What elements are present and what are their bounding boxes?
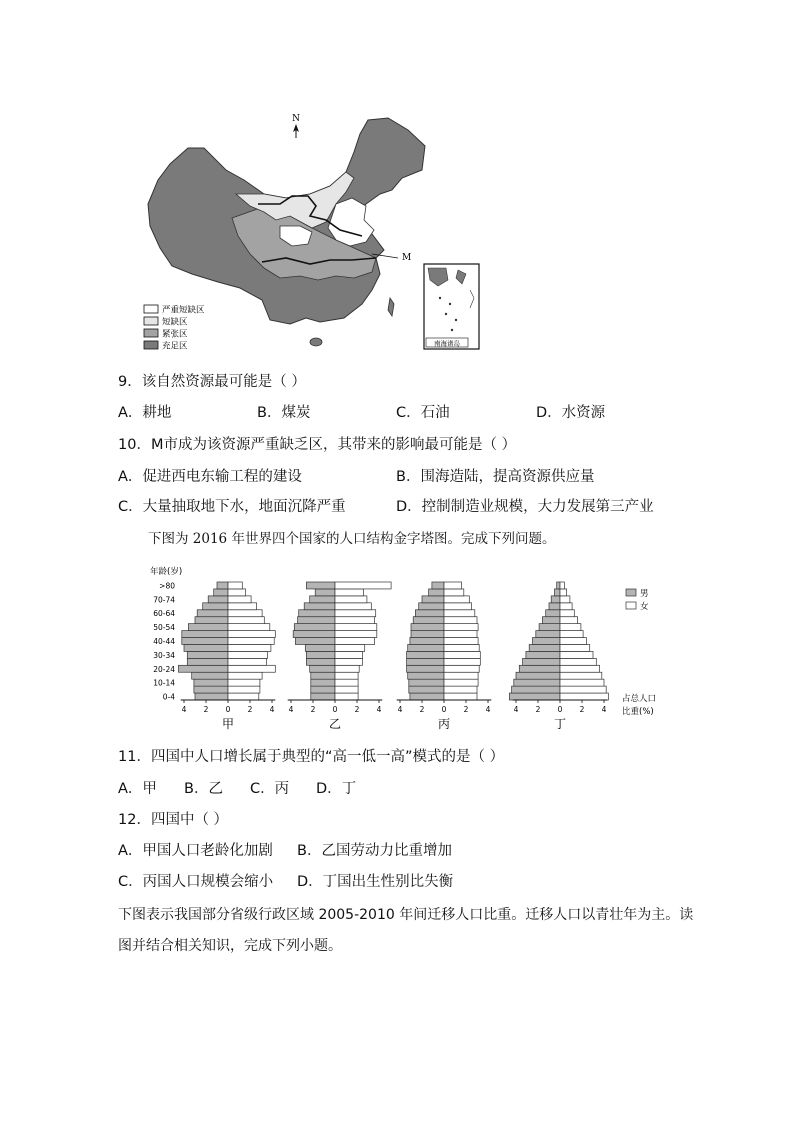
panel-name: 丁 — [553, 717, 567, 731]
bar-male — [407, 665, 444, 672]
legend-label-2: 紧张区 — [162, 329, 188, 340]
bar-female — [335, 651, 363, 658]
north-arrow-icon — [292, 114, 300, 138]
bar-female — [335, 686, 358, 693]
x-tick-label: 4 — [601, 705, 607, 714]
bar-male — [410, 693, 444, 700]
bar-male — [523, 658, 560, 665]
y-tick-label: 60-64 — [153, 609, 175, 619]
bar-male — [555, 589, 561, 596]
q12-stem: 12．四国中（ ） — [118, 812, 229, 828]
bar-male — [214, 589, 228, 596]
bar-male — [299, 610, 335, 617]
bar-male — [217, 582, 228, 589]
y-tick-label: 0-4 — [162, 692, 175, 702]
legend-swatch-3 — [144, 341, 158, 349]
legend-label-0: 严重短缺区 — [162, 305, 205, 316]
legend-label-1: 短缺区 — [162, 317, 188, 328]
y-tick-label: >80 — [159, 581, 175, 591]
y-tick-label: 20-24 — [153, 664, 175, 674]
bar-male — [298, 617, 335, 624]
bar-male — [429, 589, 444, 596]
x-tick-label: 2 — [247, 705, 253, 714]
china-map-figure — [140, 108, 485, 353]
bar-male — [194, 679, 228, 686]
x-tick-label: 2 — [310, 705, 316, 714]
bar-male — [188, 624, 228, 631]
bar-female — [335, 596, 367, 603]
bar-female — [444, 610, 475, 617]
north-label: N — [292, 114, 300, 124]
bar-female — [335, 624, 377, 631]
bar-male — [203, 603, 228, 610]
bar-male — [526, 651, 560, 658]
pyramid-intro: 下图为 2016 年世界四个国家的人口结构金字塔图。完成下列问题。 — [148, 531, 556, 547]
y-axis-title: 年龄(岁) — [150, 567, 183, 577]
bar-female — [228, 617, 264, 624]
bar-male — [182, 631, 228, 638]
x-tick-label: 4 — [376, 705, 382, 714]
bar-male — [195, 693, 228, 700]
x-tick-label: 2 — [535, 705, 541, 714]
bar-female — [560, 582, 564, 589]
bar-male — [311, 672, 335, 679]
bar-male — [306, 658, 335, 665]
q10-option-b[interactable]: B．围海造陆，提高资源供应量 — [396, 469, 595, 485]
bar-male — [419, 603, 444, 610]
bar-female — [228, 672, 262, 679]
bar-female — [444, 631, 477, 638]
bar-female — [560, 693, 608, 700]
q11-stem: 11．四国中人口增长属于典型的“高一低一高”模式的是（ ） — [118, 749, 505, 765]
bar-female — [228, 596, 251, 603]
bar-male — [411, 624, 444, 631]
bar-female — [335, 665, 359, 672]
bar-male — [310, 665, 335, 672]
bar-male — [304, 603, 335, 610]
x-tick-label: 2 — [579, 705, 585, 714]
pyramid-panel-2 — [397, 582, 492, 731]
bar-male — [551, 596, 560, 603]
bar-female — [560, 624, 581, 631]
bar-female — [228, 603, 257, 610]
q12-option-a[interactable]: A．甲国人口老龄化加剧 — [118, 843, 273, 859]
bar-female — [444, 589, 464, 596]
q10-option-a[interactable]: A．促进西电东输工程的建设 — [118, 469, 302, 485]
panel-name: 乙 — [328, 717, 342, 731]
population-pyramid-chart — [150, 562, 680, 734]
bar-male — [533, 638, 561, 645]
bar-female — [228, 610, 262, 617]
bar-male — [409, 686, 444, 693]
bar-female — [228, 589, 246, 596]
bar-male — [546, 610, 560, 617]
q10-option-c[interactable]: C．大量抽取地下水，地面沉降严重 — [118, 499, 346, 515]
bar-male — [512, 686, 560, 693]
bar-female — [228, 582, 242, 589]
q9-option-b[interactable]: B．煤炭 — [257, 405, 311, 421]
bar-female — [444, 603, 472, 610]
q10-option-d[interactable]: D．控制制造业规模，大力发展第三产业 — [396, 499, 654, 515]
bar-female — [444, 638, 478, 645]
x-tick-label: 4 — [181, 705, 187, 714]
x-tick-label: 2 — [354, 705, 360, 714]
legend-swatch-male — [626, 589, 636, 596]
x-axis-title-line2: 比重(%) — [622, 707, 654, 717]
bar-female — [228, 679, 260, 686]
bar-male — [519, 665, 560, 672]
bar-male — [195, 617, 228, 624]
bar-male — [182, 638, 228, 645]
bar-male — [187, 651, 228, 658]
x-tick-label: 0 — [557, 705, 563, 714]
bar-female — [444, 644, 479, 651]
bar-male — [516, 672, 560, 679]
pyramid-legend — [626, 589, 649, 612]
bar-female — [444, 624, 478, 631]
pyramid-panel-1 — [288, 582, 391, 731]
m-city-label: M — [402, 253, 412, 263]
bar-female — [444, 665, 479, 672]
south-china-sea-inset — [424, 264, 479, 349]
q11-option-d[interactable]: D．丁 — [316, 781, 357, 797]
bar-male — [311, 679, 335, 686]
x-tick-label: 2 — [463, 705, 469, 714]
bar-male — [311, 693, 335, 700]
panel-name: 丙 — [437, 717, 451, 731]
bar-female — [560, 610, 574, 617]
x-tick-label: 4 — [288, 705, 294, 714]
bar-female — [560, 644, 590, 651]
x-tick-label: 0 — [225, 705, 231, 714]
legend-swatch-1 — [144, 317, 158, 325]
bar-male — [184, 644, 228, 651]
bar-female — [560, 686, 606, 693]
q12-option-b[interactable]: B．乙国劳动力比重增加 — [297, 843, 452, 859]
bar-female — [444, 686, 477, 693]
x-tick-label: 0 — [332, 705, 338, 714]
bar-male — [408, 644, 444, 651]
legend-swatch-female — [626, 602, 636, 609]
q12-option-c[interactable]: C．丙国人口规模会缩小 — [118, 874, 274, 890]
bar-female — [560, 617, 578, 624]
bar-female — [228, 624, 270, 631]
hainan-island — [310, 338, 322, 346]
bar-male — [187, 658, 228, 665]
bar-female — [560, 658, 596, 665]
bar-female — [228, 638, 274, 645]
bar-female — [335, 658, 363, 665]
bar-male — [305, 644, 335, 651]
bar-male — [557, 582, 560, 589]
migration-intro-line2: 图并结合相关知识，完成下列小题。 — [118, 938, 342, 954]
bar-male — [179, 665, 229, 672]
q11-option-b[interactable]: B．乙 — [184, 781, 223, 797]
bar-female — [335, 610, 376, 617]
bar-female — [228, 686, 260, 693]
legend-swatch-2 — [144, 329, 158, 337]
q9-option-d[interactable]: D．水资源 — [536, 405, 606, 421]
bar-female — [228, 651, 268, 658]
x-axis-title-line1: 占总人口 — [622, 694, 657, 704]
pyramid-panel-0 — [179, 582, 276, 731]
bar-male — [194, 686, 228, 693]
bar-female — [228, 644, 271, 651]
legend-label-female: 女 — [640, 602, 649, 612]
bar-male — [529, 644, 560, 651]
bar-female — [560, 603, 572, 610]
bar-female — [444, 672, 478, 679]
bar-female — [335, 589, 364, 596]
water-resource-map — [140, 108, 485, 353]
x-tick-label: 4 — [397, 705, 403, 714]
taiwan-island — [388, 298, 394, 316]
bar-male — [407, 658, 444, 665]
bar-male — [432, 582, 444, 589]
bar-male — [411, 631, 444, 638]
bar-female — [560, 651, 593, 658]
y-tick-label: 50-54 — [153, 623, 175, 633]
bar-female — [335, 638, 375, 645]
q9-option-c[interactable]: C．石油 — [396, 405, 450, 421]
bar-female — [228, 631, 275, 638]
bar-female — [560, 638, 586, 645]
legend-label-3: 充足区 — [162, 341, 188, 352]
bar-male — [311, 686, 335, 693]
population-pyramid-svg — [150, 562, 680, 734]
bar-female — [444, 582, 462, 589]
bar-female — [444, 693, 477, 700]
bar-male — [208, 596, 228, 603]
bar-female — [560, 679, 604, 686]
bar-male — [293, 631, 335, 638]
legend-swatch-0 — [144, 305, 158, 313]
bar-male — [294, 624, 335, 631]
bar-male — [509, 693, 560, 700]
y-tick-label: 70-74 — [153, 595, 175, 605]
bar-female — [560, 672, 602, 679]
q9-option-a[interactable]: A．耕地 — [118, 405, 172, 421]
bar-female — [444, 658, 480, 665]
inset-label: 南海诸岛 — [434, 339, 460, 348]
bar-female — [444, 596, 469, 603]
y-tick-label: 40-44 — [153, 637, 175, 646]
bar-male — [542, 617, 560, 624]
x-tick-label: 4 — [269, 705, 275, 714]
x-tick-label: 0 — [441, 705, 447, 714]
q9-stem: 9．该自然资源最可能是（ ） — [118, 374, 306, 390]
bar-male — [409, 679, 444, 686]
map-legend — [144, 305, 205, 352]
pyramid-panel-3 — [509, 582, 608, 731]
bar-female — [560, 665, 600, 672]
bar-male — [310, 596, 335, 603]
x-tick-label: 2 — [419, 705, 425, 714]
q11-option-a[interactable]: A．甲 — [118, 781, 157, 797]
bar-male — [407, 651, 444, 658]
panel-name: 甲 — [221, 717, 235, 731]
bar-female — [228, 665, 275, 672]
bar-male — [306, 651, 335, 658]
q11-option-c[interactable]: C．丙 — [250, 781, 290, 797]
migration-intro-line1: 下图表示我国部分省级行政区域 2005-2010 年间迁移人口比重。迁移人口以青壮年为主。读 — [118, 907, 694, 923]
bar-female — [228, 693, 259, 700]
bar-female — [444, 617, 477, 624]
legend-label-male: 男 — [640, 589, 649, 599]
y-tick-label: 10-14 — [153, 678, 175, 688]
bar-male — [306, 582, 335, 589]
bar-male — [197, 610, 228, 617]
bar-female — [560, 631, 583, 638]
bar-male — [549, 603, 560, 610]
x-tick-label: 4 — [485, 705, 491, 714]
bar-male — [514, 679, 560, 686]
bar-male — [415, 610, 444, 617]
bar-female — [560, 596, 570, 603]
bar-male — [315, 589, 335, 596]
bar-male — [539, 624, 560, 631]
q10-stem: 10．M市成为该资源严重缺乏区，其带来的影响最可能是（ ） — [118, 437, 517, 453]
x-tick-label: 4 — [513, 705, 519, 714]
bar-female — [335, 672, 358, 679]
x-tick-label: 2 — [203, 705, 209, 714]
bar-female — [335, 582, 391, 589]
bar-male — [413, 617, 444, 624]
bar-male — [536, 631, 560, 638]
bar-male — [408, 672, 444, 679]
y-tick-label: 30-34 — [153, 650, 175, 660]
bar-male — [410, 638, 444, 645]
bar-male — [295, 638, 335, 645]
bar-female — [335, 693, 358, 700]
bar-female — [444, 679, 478, 686]
bar-male — [192, 672, 228, 679]
bar-female — [335, 617, 375, 624]
bar-female — [560, 589, 567, 596]
bar-female — [335, 644, 365, 651]
bar-female — [335, 603, 371, 610]
q12-option-d[interactable]: D．丁国出生性别比失衡 — [297, 874, 454, 890]
x-axis-title — [622, 693, 656, 717]
bar-female — [228, 658, 267, 665]
bar-male — [422, 596, 444, 603]
bar-female — [444, 651, 480, 658]
bar-female — [335, 631, 377, 638]
bar-female — [335, 679, 358, 686]
